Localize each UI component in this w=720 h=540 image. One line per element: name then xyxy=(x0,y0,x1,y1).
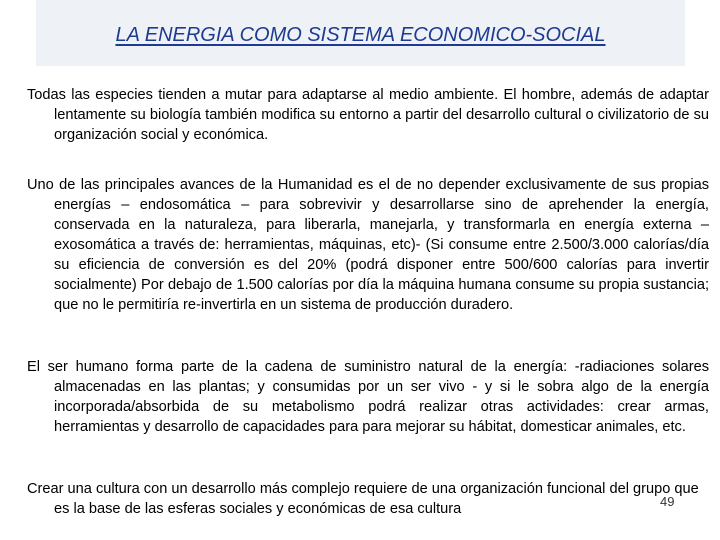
paragraph-energy-advances: Uno de las principales avances de la Humanidad es el de no depender exclusivamente de sus propias energías – endosomática – para sobrevivir y desarrollarse sino de aprehender la energía, conservada en la naturaleza, para liberarla, manejarla, y transformarla en energía externa – exosomática a través de: herramientas, máquinas, etc)- (Si consume entre 2.500/3.000 calorías/día su eficiencia de conversión es del 20% (podrá disponer entre 500/600 calorías para invertir socialmente) Por debajo de 1.500 calorías por día la máquina humana consume su propia sustancia; que no le permitiría re-invertirla en un sistema de producción duradero. xyxy=(27,176,709,314)
paragraph-adaptation: Todas las especies tienden a mutar para adaptarse al medio ambiente. El hombre, además de adaptar lentamente su biología también modifica su entorno a partir del desarrollo cultural o civilizatorio de su organización social y económica. xyxy=(27,86,709,143)
paragraph-culture: Crear una cultura con un desarrollo más complejo requiere de una organización funcional del grupo que es la base de las esferas sociales y económicas de esa cultura xyxy=(27,480,699,517)
paragraph-energy-chain: El ser humano forma parte de la cadena de suministro natural de la energía: -radiaciones solares almacenadas en las plantas; y consumidas por un ser vivo - y si le sobra algo de la energía incorporada/absorbida de su metabolismo podrá realizar otras actividades: crear armas, herramientas y desarrollo de capacidades para para mejorar su hábitat, domesticar animales, etc. xyxy=(27,358,709,435)
page-number: 49 xyxy=(660,494,675,509)
page-title: LA ENERGIA COMO SISTEMA ECONOMICO-SOCIAL xyxy=(115,23,606,46)
title-banner xyxy=(36,0,685,66)
